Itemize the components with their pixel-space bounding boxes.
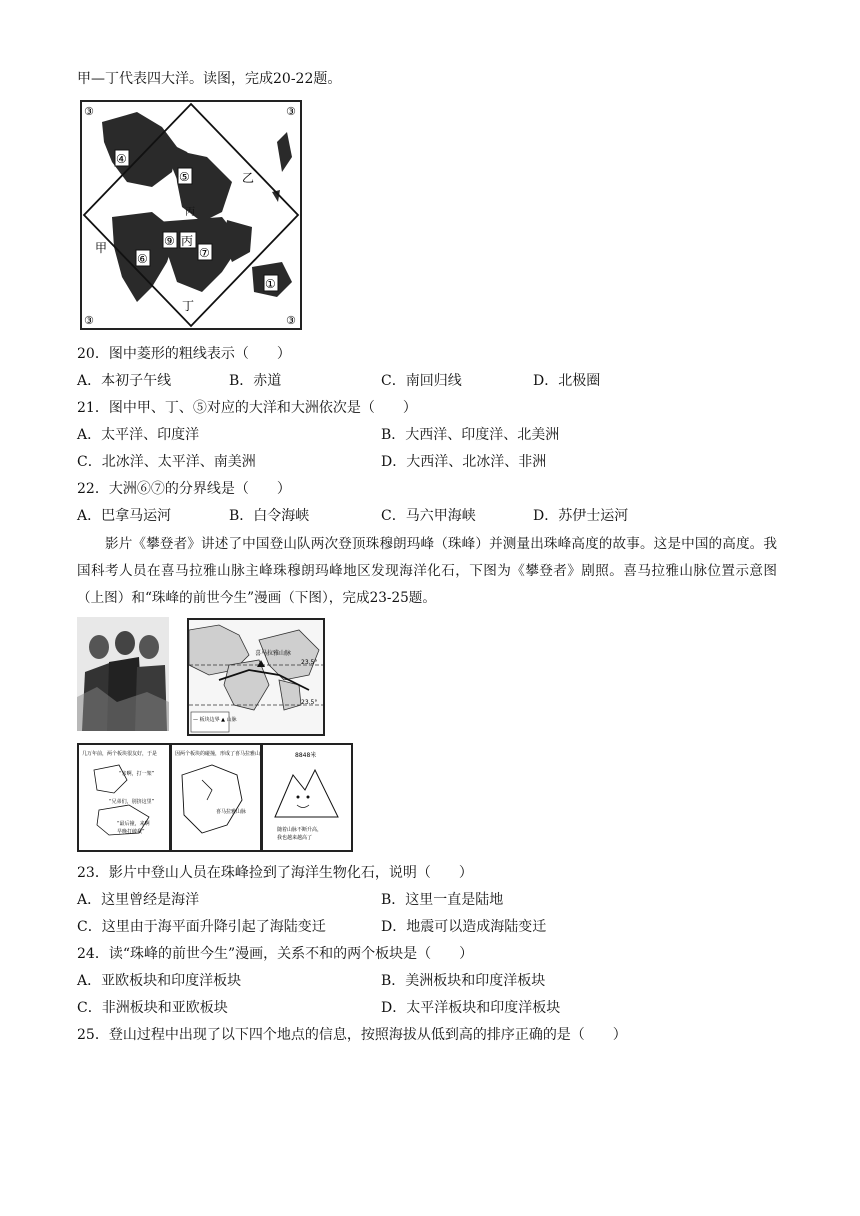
world-map-svg <box>82 102 300 328</box>
label-jia: 甲 <box>95 241 108 255</box>
himalaya-location-map <box>187 618 325 736</box>
q23-option-b[interactable]: B．这里一直是陆地 <box>381 892 504 908</box>
label-seven: ⑦ <box>199 246 210 260</box>
north-america-shape <box>102 112 177 187</box>
q20-stem: 20．图中菱形的粗线表示（ ） <box>77 346 291 362</box>
asia-shape <box>174 150 232 222</box>
intro-text: 甲—丁代表四大洋。读图，完成20-22题。 <box>77 71 342 87</box>
label-five: ⑤ <box>179 170 190 184</box>
q20-option-d[interactable]: D．北极圈 <box>533 373 601 389</box>
q24-option-d[interactable]: D．太平洋板块和印度洋板块 <box>381 1000 561 1016</box>
label-four: ④ <box>116 152 127 166</box>
q22-option-b[interactable]: B．白令海峡 <box>229 508 310 524</box>
comic-3-line-2: 我也越来越高了 <box>277 835 313 841</box>
label-bing-small: 丙 <box>185 207 195 218</box>
q25-stem: 25．登山过程中出现了以下四个地点的信息，按照海拔从低到高的排序正确的是（ ） <box>77 1027 627 1043</box>
q23-option-a[interactable]: A．这里曾经是海洋 <box>77 892 200 908</box>
film-still-photo <box>77 617 169 731</box>
q24-option-a[interactable]: A．亚欧板块和印度洋板块 <box>77 973 242 989</box>
corner-label-tl: ③ <box>84 105 94 118</box>
label-ding: 丁 <box>182 299 195 313</box>
comic-3-top: 8848米 <box>295 752 317 759</box>
label-nine: ⑨ <box>164 234 175 248</box>
world-map-figure <box>80 100 302 330</box>
comic-1-line-2: “兄弟们，别挤这里” <box>109 799 155 805</box>
corner-label-bl: ③ <box>84 314 94 327</box>
q23-stem: 23．影片中登山人员在珠峰捡到了海洋生物化石，说明（ ） <box>77 865 473 881</box>
comic-1-line-1: “亲啊，打一架” <box>119 771 155 777</box>
comic-panel-2 <box>170 743 262 852</box>
q21-option-a[interactable]: A．太平洋、印度洋 <box>77 427 200 443</box>
q21-stem: 21．图中甲、丁、⑤对应的大洋和大洲依次是（ ） <box>77 400 417 416</box>
passage-text: 影片《攀登者》讲述了中国登山队两次登顶珠穆朗玛峰（珠峰）并测量出珠峰高度的故事。这是中国的高度。我国科考人员在喜马拉雅山脉主峰珠穆朗玛峰地区发现海洋化石，下图为《攀登者》剧照。喜马拉雅山脉位置示意图（上图）和“珠峰的前世今生”漫画（下图），完成23-25题。 <box>77 536 777 606</box>
label-yi: 乙 <box>242 171 255 185</box>
corner-label-br: ③ <box>286 314 296 327</box>
comic-1-line-4: 早晚打破我” <box>117 829 145 835</box>
map-legend: — 板块边界 ▲ 山脉 <box>193 717 237 723</box>
q22-stem: 22．大洲⑥⑦的分界线是（ ） <box>77 481 291 497</box>
q20-option-c[interactable]: C．南回归线 <box>381 373 462 389</box>
place-label-himalaya: 喜马拉雅山脉 <box>255 650 292 657</box>
q21-option-b[interactable]: B．大西洋、印度洋、北美洲 <box>381 427 560 443</box>
q23-option-c[interactable]: C．这里由于海平面升降引起了海陆变迁 <box>77 919 326 935</box>
comic-panel-3 <box>261 743 353 852</box>
q24-option-b[interactable]: B．美洲板块和印度洋板块 <box>381 973 546 989</box>
q21-option-c[interactable]: C．北冰洋、太平洋、南美洲 <box>77 454 256 470</box>
q24-stem: 24．读“珠峰的前世今生”漫画，关系不和的两个板块是（ ） <box>77 946 474 962</box>
comic-panel-1 <box>77 743 171 852</box>
q21-option-d[interactable]: D．大西洋、北冰洋、非洲 <box>381 454 547 470</box>
label-six: ⑥ <box>137 252 148 266</box>
comic-2-top: 因两个板块的碰撞，形成了喜马拉雅山 <box>175 751 260 757</box>
lat-label-south: 23.5° <box>301 699 318 706</box>
q22-option-a[interactable]: A．巴拿马运河 <box>77 508 172 524</box>
q24-option-c[interactable]: C．非洲板块和亚欧板块 <box>77 1000 228 1016</box>
comic-1-line-3: “最后撞，来啊 <box>117 821 150 827</box>
comic-1-top: 几万年前，两个板块很友好，于是 <box>82 751 158 757</box>
corner-label-tr: ③ <box>286 105 296 118</box>
comic-3-line-1: 随着山脉不断升高， <box>277 827 323 833</box>
q23-option-d[interactable]: D．地震可以造成海陆变迁 <box>381 919 547 935</box>
q20-option-b[interactable]: B．赤道 <box>229 373 282 389</box>
lat-label-north: 23.5° <box>301 659 318 666</box>
q22-option-c[interactable]: C．马六甲海峡 <box>381 508 476 524</box>
q20-option-a[interactable]: A．本初子午线 <box>77 373 172 389</box>
label-one: ① <box>265 277 276 291</box>
label-bing-box: 丙 <box>181 234 194 248</box>
q22-option-d[interactable]: D．苏伊士运河 <box>533 508 629 524</box>
comic-2-line-1: 喜马拉雅山脉 <box>216 809 247 815</box>
